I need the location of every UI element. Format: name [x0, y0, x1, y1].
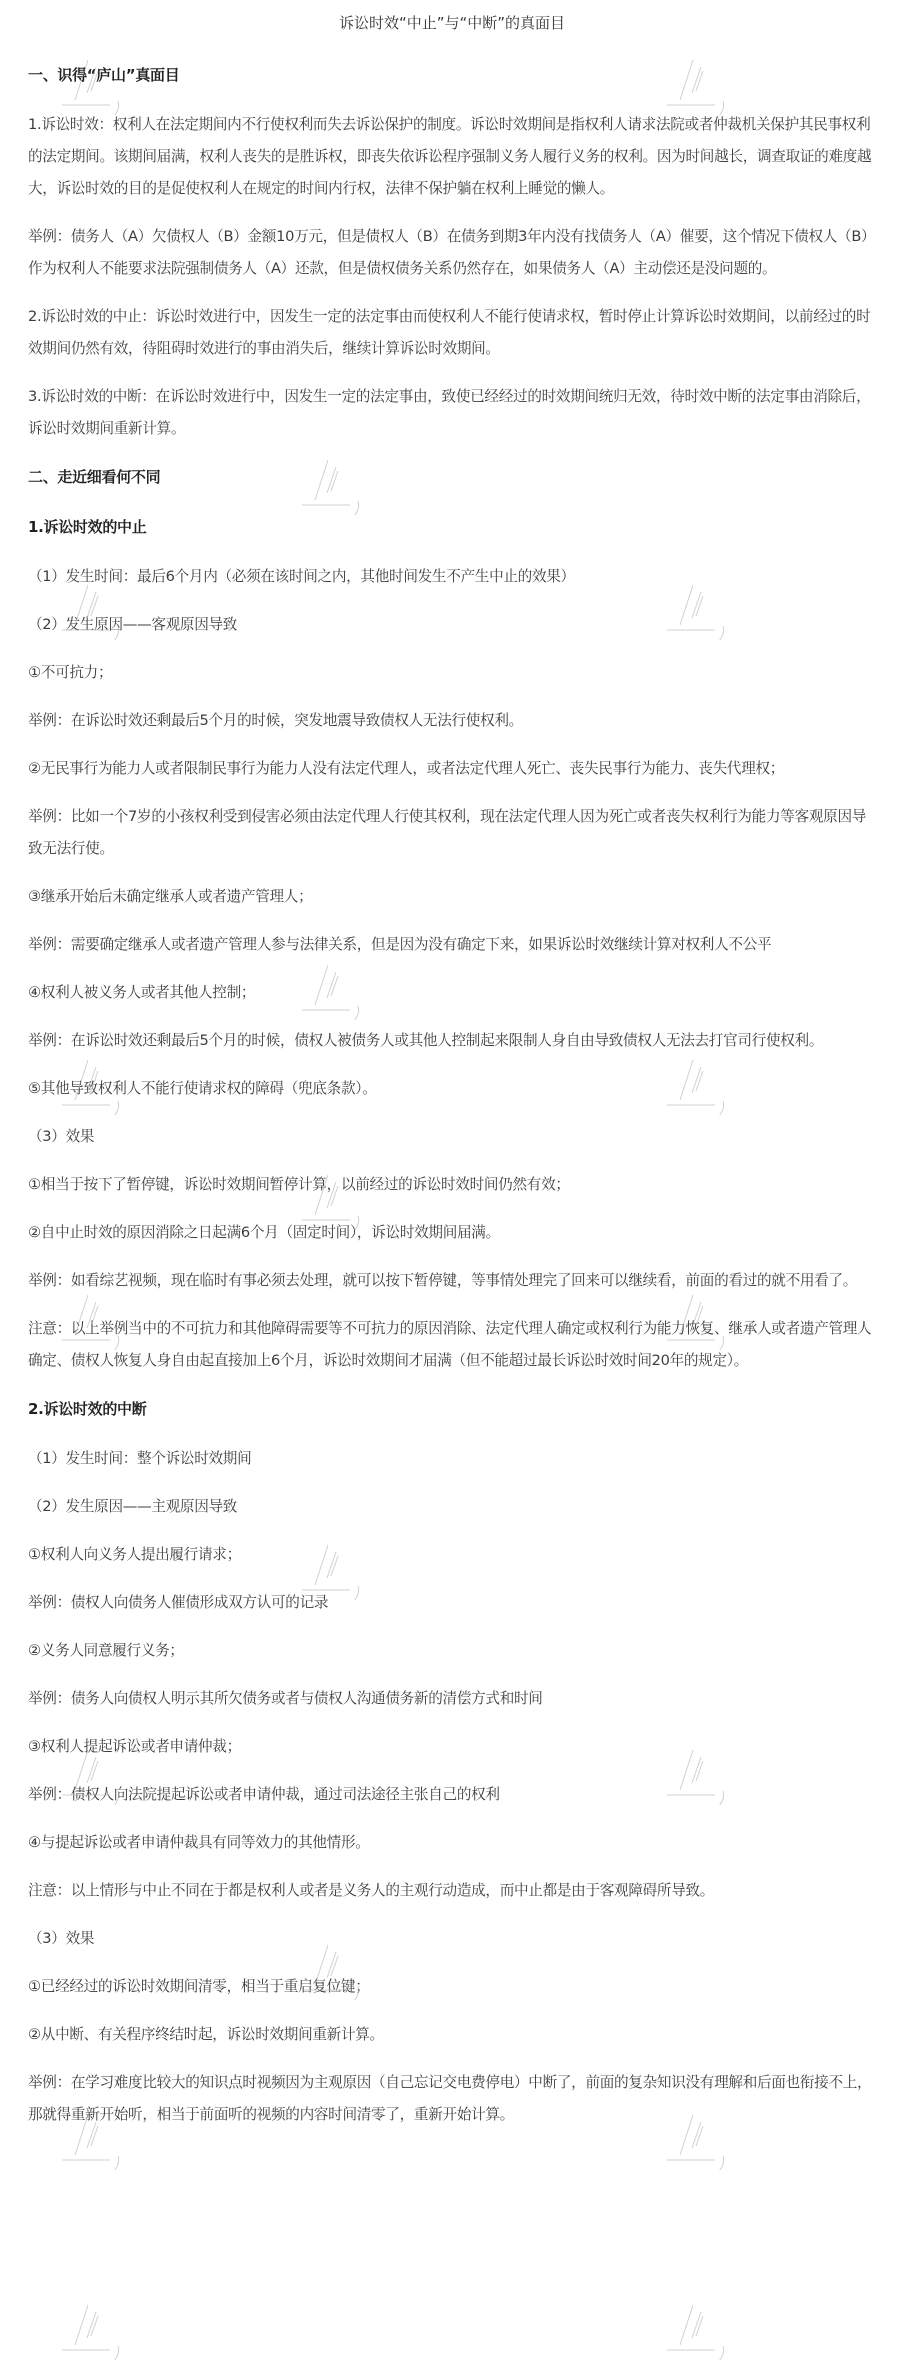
paragraph: ③继承开始后未确定继承人或者遗产管理人；: [28, 888, 313, 905]
paragraph: ②无民事行为能力人或者限制民事行为能力人没有法定代理人，或者法定代理人死亡、丧失民事行为能力、丧失代理权；: [28, 760, 785, 777]
paragraph: （3）效果: [28, 1930, 95, 1947]
paragraph: 3.诉讼时效的中断：在诉讼时效进行中，因发生一定的法定事由，致使已经经过的时效期间统归无效，待时效中断的法定事由消除后，诉讼时效期间重新计算。: [28, 388, 871, 437]
paragraph: 举例：如看综艺视频，现在临时有事必须去处理，就可以按下暂停键，等事情处理完了回来可以继续看，前面的看过的就不用看了。: [28, 1272, 858, 1289]
paragraph: 举例：需要确定继承人或者遗产管理人参与法律关系，但是因为没有确定下来，如果诉讼时效继续计算对权利人不公平: [28, 936, 772, 953]
paragraph: 注意：以上情形与中止不同在于都是权利人或者是义务人的主观行动造成，而中止都是由于客观障碍所导致。: [28, 1882, 715, 1899]
paragraph: 2.诉讼时效的中止：诉讼时效进行中，因发生一定的法定事由而使权利人不能行使请求权，暂时停止计算诉讼时效期间，以前经过的时效期间仍然有效，待阻碍时效进行的事由消失后，继续计算诉讼时效期间。: [28, 308, 871, 357]
paragraph: 1.诉讼时效：权利人在法定期间内不行使权利而失去诉讼保护的制度。诉讼时效期间是指权利人请求法院或者仲裁机关保护其民事权利的法定期间。该期间届满，权利人丧失的是胜诉权，即丧失依诉讼程序强制义务人履行义务的权利。因为时间越长，调查取证的难度越大，诉讼时效的目的是促使权利人在规定的时间内行权，法律不保护躺在权利上睡觉的懒人。: [28, 116, 872, 197]
paragraph: ④权利人被义务人或者其他人控制；: [28, 984, 256, 1001]
paragraph: （1）发生时间：最后6个月内（必须在该时间之内，其他时间发生不产生中止的效果）: [28, 568, 575, 585]
paragraph: 举例：债权人向法院提起诉讼或者申请仲裁，通过司法途径主张自己的权利: [28, 1786, 500, 1803]
paragraph: ①相当于按下了暂停键，诉讼时效期间暂停计算，以前经过的诉讼时效时间仍然有效；: [28, 1176, 570, 1193]
paragraph: （2）发生原因——客观原因导致: [28, 616, 238, 633]
section-heading: 二、走近细看何不同: [28, 468, 161, 486]
watermark-icon: [665, 2300, 735, 2360]
paragraph: ③权利人提起诉讼或者申请仲裁；: [28, 1738, 241, 1755]
paragraph: 举例：在诉讼时效还剩最后5个月的时候，突发地震导致债权人无法行使权利。: [28, 712, 523, 729]
paragraph: ⑤其他导致权利人不能行使请求权的障碍（兜底条款）。: [28, 1080, 377, 1097]
section-heading: 1.诉讼时效的中止: [28, 518, 147, 536]
paragraph: （3）效果: [28, 1128, 95, 1145]
paragraph: 举例：比如一个7岁的小孩权利受到侵害必须由法定代理人行使其权利，现在法定代理人因为死亡或者丧失权利行为能力等客观原因导致无法行使。: [28, 808, 867, 857]
paragraph: ①权利人向义务人提出履行请求；: [28, 1546, 241, 1563]
paragraph: ④与提起诉讼或者申请仲裁具有同等效力的其他情形。: [28, 1834, 370, 1851]
paragraph: （2）发生原因——主观原因导致: [28, 1498, 238, 1515]
paragraph: ②从中断、有关程序终结时起，诉讼时效期间重新计算。: [28, 2026, 384, 2043]
section-heading: 一、识得“庐山”真面目: [28, 66, 180, 84]
paragraph: 举例：债权人向债务人催债形成双方认可的记录: [28, 1594, 329, 1611]
paragraph: 举例：在诉讼时效还剩最后5个月的时候，债权人被债务人或其他人控制起来限制人身自由导致债权人无法去打官司行使权利。: [28, 1032, 824, 1049]
section-heading: 2.诉讼时效的中断: [28, 1400, 147, 1418]
paragraph: ①不可抗力；: [28, 664, 113, 681]
paragraph: ②义务人同意履行义务；: [28, 1642, 184, 1659]
paragraph: 举例：债务人向债权人明示其所欠债务或者与债权人沟通债务新的清偿方式和时间: [28, 1690, 543, 1707]
article-body: [28, 59, 876, 2131]
paragraph: 举例：债务人（A）欠债权人（B）金额10万元，但是债权人（B）在债务到期3年内没有找债务人（A）催要，这个情况下债权人（B）作为权利人不能要求法院强制债务人（A）还款，但是债权债务关系仍然存在，如果债务人（A）主动偿还是没问题的。: [28, 228, 876, 277]
paragraph: （1）发生时间：整个诉讼时效期间: [28, 1450, 252, 1467]
page-title: 诉讼时效“中止”与“中断”的真面目: [338, 14, 566, 32]
watermark-icon: [60, 2300, 130, 2360]
paragraph: ①已经经过的诉讼时效期间清零，相当于重启复位键；: [28, 1978, 370, 1995]
paragraph: 举例：在学习难度比较大的知识点时视频因为主观原因（自己忘记交电费停电）中断了，前面的复杂知识没有理解和后面也衔接不上，那就得重新开始听，相当于前面听的视频的内容时间清零了，重新开始计算。: [28, 2074, 872, 2123]
paragraph: 注意：以上举例当中的不可抗力和其他障碍需要等不可抗力的原因消除、法定代理人确定或权利行为能力恢复、继承人或者遗产管理人确定、债权人恢复人身自由起直接加上6个月，诉讼时效期间才届满（但不能超过最长诉讼时效时间20年的规定）。: [28, 1320, 872, 1369]
article: [28, 0, 876, 2147]
paragraph: ②自中止时效的原因消除之日起满6个月（固定时间），诉讼时效期间届满。: [28, 1224, 500, 1241]
